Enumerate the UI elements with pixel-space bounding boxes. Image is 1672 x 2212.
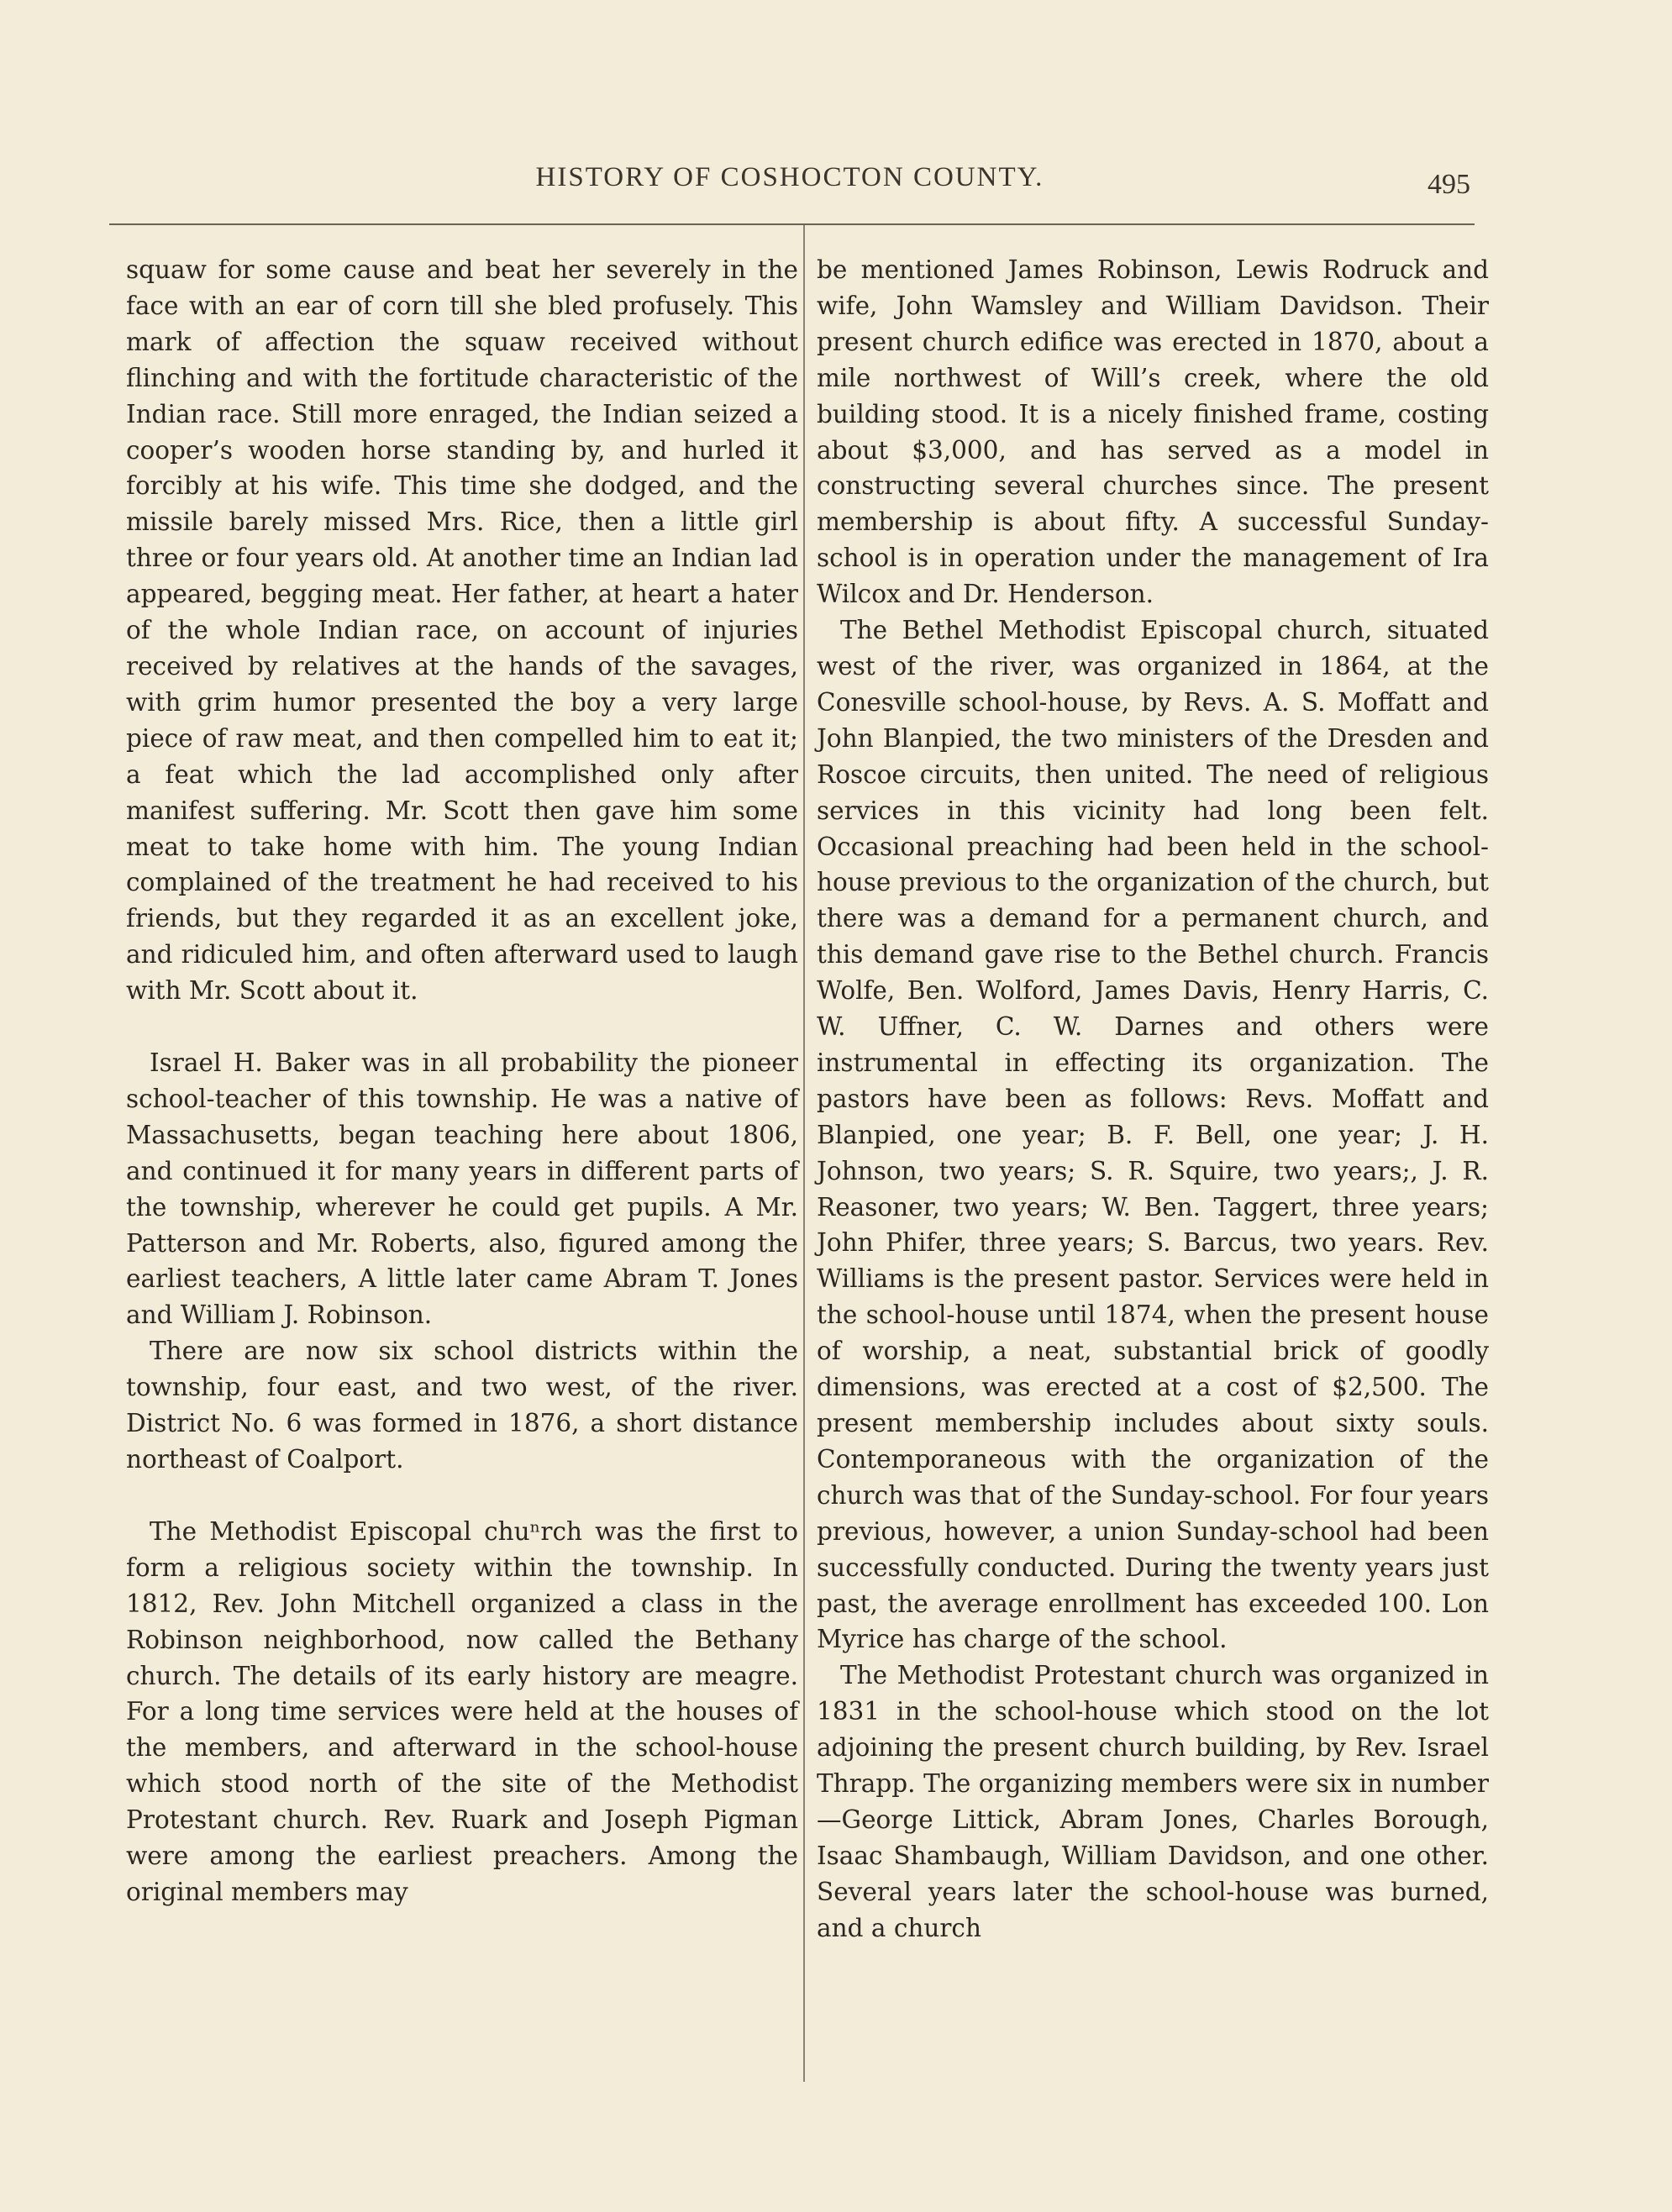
- paragraph: Israel H. Baker was in all probability the pioneer school-teacher of this township. He was a native of Massachusetts, began teaching here about 1806, and continued it for many years in different parts of the township, wherever he could get pupils. A Mr. Patterson and Mr. Roberts, also, figured among the earliest teachers, A little later came Abram T. Jones and William J. Robinson.: [126, 1048, 798, 1330]
- paragraph: The Methodist Protestant church was organized in 1831 in the school-house which stood on the lot adjoining the present church building, by Rev. Israel Thrapp. The organizing members were six in number—George Littick, Abram Jones, Charles Borough, Isaac Shambaugh, William Davidson, and one other. Several years later the school-house was burned, and a church: [817, 1661, 1489, 1942]
- paragraph: The Bethel Methodist Episcopal church, situated west of the river, was organized in 1864, at the Conesville school-house, by Revs. A. S. Moffatt and John Blanpied, the two ministers of the Dresden and Roscoe circuits, then united. The need of religious services in this vicinity had long been felt. Occasional preaching had been held in the school-house previous to the organization of the church, but there was a demand for a permanent church, and this demand gave rise to the Bethel church. Francis Wolfe, Ben. Wolford, James Davis, Henry Harris, C. W. Uffner, C. W. Darnes and others were instrumental in effecting its organization. The pastors have been as follows: Revs. Moffatt and Blanpied, one year; B. F. Bell, one year; J. H. Johnson, two years; S. R. Squire, two years;, J. R. Reasoner, two years; W. Ben. Taggert, three years; John Phifer, three years; S. Barcus, two years. Rev. Williams is the present pastor. Services were held in the school-house until 1874, when the present house of worship, a neat, substantial brick of goodly dimensions, was erected at a cost of $2,500. The present membership includes about sixty souls. Contemporaneous with the organization of the church was that of the Sunday-school. For four years previous, however, a union Sunday-school had been successfully conducted. During the twenty years just past, the average enrollment has exceeded 100. Lon Myrice has charge of the school.: [817, 616, 1489, 1654]
- paragraph: be mentioned James Robinson, Lewis Rodruck and wife, John Wamsley and William Davidson. Their present church edifice was erected in 1870, about a mile northwest of Will’s creek, where the old building stood. It is a nicely finished frame, costing about $3,000, and has served as a model in constructing several churches since. The present membership is about fifty. A successful Sunday-school is in operation under the management of Ira Wilcox and Dr. Henderson.: [817, 255, 1489, 609]
- paragraph: squaw for some cause and beat her severely in the face with an ear of corn till she bled profusely. This mark of affection the squaw received without flinching and with the fortitude characteristic of the Indian race. Still more enraged, the Indian seized a cooper’s wooden horse standing by, and hurled it forcibly at his wife. This time she dodged, and the missile barely missed Mrs. Rice, then a little girl three or four years old. At another time an Indian lad appeared, begging meat. Her father, at heart a hater of the whole Indian race, on account of injuries received by relatives at the hands of the savages, with grim humor presented the boy a very large piece of raw meat, and then compelled him to eat it; a feat which the lad accomplished only after manifest suffering. Mr. Scott then gave him some meat to take home with him. The young Indian complained of the treatment he had received to his friends, but they regarded it as an excellent joke, and ridiculed him, and often afterward used to laugh with Mr. Scott about it.: [126, 255, 798, 1006]
- left-column: [126, 252, 798, 1910]
- right-column: [817, 252, 1489, 1947]
- page-number: 495: [1428, 169, 1470, 200]
- paragraph: The Methodist Episcopal chuⁿrch was the first to form a religious society within the township. In 1812, Rev. John Mitchell organized a class in the Robinson neighborhood, now called the Bethany church. The details of its early history are meagre. For a long time services were held at the houses of the members, and afterward in the school-house which stood north of the site of the Methodist Protestant church. Rev. Ruark and Joseph Pigman were among the earliest preachers. Among the original members may: [126, 1516, 798, 1906]
- column-divider: [803, 225, 805, 2082]
- running-title: HISTORY OF COSHOCTON COUNTY.: [535, 162, 1044, 192]
- paragraph: There are now six school districts within the township, four east, and two west, of the river. District No. 6 was formed in 1876, a short distance northeast of Coalport.: [126, 1337, 798, 1474]
- page-header: [109, 162, 1470, 213]
- header-rule: [109, 223, 1475, 225]
